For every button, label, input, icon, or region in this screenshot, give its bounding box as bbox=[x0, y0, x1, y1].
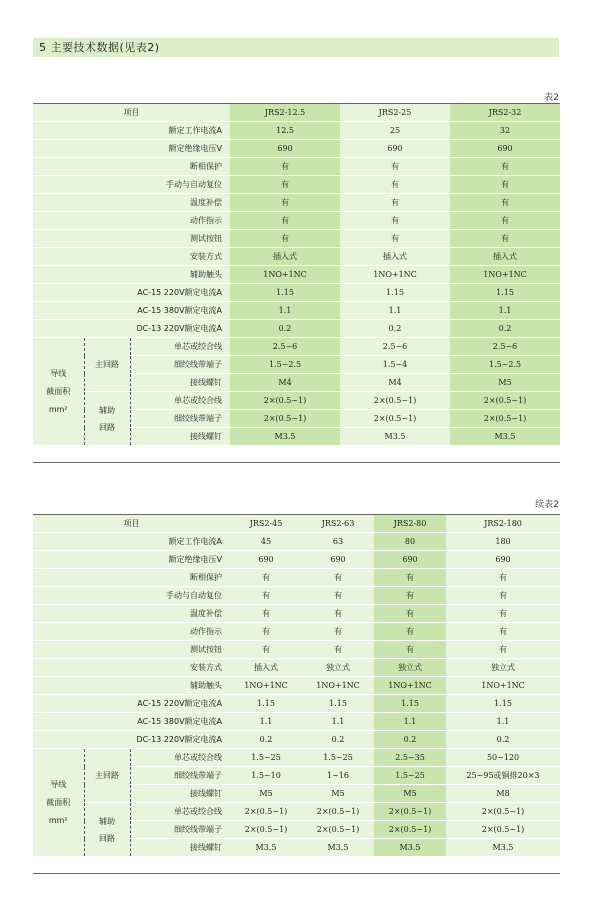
row-value: 有 bbox=[450, 158, 560, 176]
row-value: 有 bbox=[230, 176, 340, 194]
wire-row-value: 1.5~25 bbox=[302, 749, 374, 767]
wire-row-value: M3.5 bbox=[230, 428, 340, 446]
row-value: 1.15 bbox=[374, 695, 446, 713]
wire-row-value: 1~16 bbox=[302, 767, 374, 785]
row-value: 1NO+1NC bbox=[450, 266, 560, 284]
row-value: 有 bbox=[230, 641, 302, 659]
row-value: 有 bbox=[340, 212, 450, 230]
wire-row-value: 2.5~6 bbox=[340, 338, 450, 356]
wire-row-value: 2×(0.5~1) bbox=[374, 803, 446, 821]
wire-row-label: 细绞线带端子 bbox=[130, 410, 230, 428]
row-label: 动作指示 bbox=[33, 212, 230, 230]
row-value: 690 bbox=[230, 140, 340, 158]
row-value: 0.2 bbox=[450, 320, 560, 338]
column-header-item: 项目 bbox=[33, 104, 230, 122]
row-value: 1NO+1NC bbox=[340, 266, 450, 284]
row-label: 额定工作电流A bbox=[33, 533, 230, 551]
wire-row-value: 2×(0.5~1) bbox=[230, 803, 302, 821]
table-row bbox=[33, 659, 560, 677]
table-row bbox=[33, 194, 560, 212]
wire-row-value: 2×(0.5~1) bbox=[450, 410, 560, 428]
wire-row-value: 2.5~35 bbox=[374, 749, 446, 767]
row-value: 有 bbox=[340, 194, 450, 212]
wire-row-value: 2×(0.5~1) bbox=[302, 821, 374, 839]
row-value: 0.2 bbox=[230, 731, 302, 749]
row-value: 有 bbox=[230, 230, 340, 248]
wire-row-value: M3.5 bbox=[450, 428, 560, 446]
wire-row-value: 50~120 bbox=[446, 749, 560, 767]
main-circuit-label: 主回路 bbox=[84, 338, 130, 392]
wire-row-value: M5 bbox=[450, 374, 560, 392]
row-value: 有 bbox=[374, 641, 446, 659]
row-value: 0.2 bbox=[374, 731, 446, 749]
table-row bbox=[33, 533, 560, 551]
row-value: 有 bbox=[230, 623, 302, 641]
wire-row-value: M8 bbox=[446, 785, 560, 803]
row-value: 690 bbox=[340, 140, 450, 158]
row-value: 有 bbox=[374, 569, 446, 587]
row-value: 180 bbox=[446, 533, 560, 551]
row-value: 690 bbox=[230, 551, 302, 569]
table-row bbox=[33, 677, 560, 695]
row-value: 有 bbox=[446, 641, 560, 659]
aux-circuit-label bbox=[84, 803, 130, 857]
row-value: 25 bbox=[340, 122, 450, 140]
wire-row-value: M5 bbox=[302, 785, 374, 803]
row-label: 辅助触头 bbox=[33, 266, 230, 284]
wire-row-value: 2×(0.5~1) bbox=[230, 392, 340, 410]
aux-circuit-label bbox=[84, 392, 130, 446]
wire-row-value: 1.5~25 bbox=[374, 767, 446, 785]
main-circuit-label: 主回路 bbox=[84, 749, 130, 803]
table-row bbox=[33, 569, 560, 587]
table-row bbox=[33, 266, 560, 284]
row-value: 有 bbox=[230, 569, 302, 587]
row-value: 有 bbox=[446, 569, 560, 587]
row-value: 有 bbox=[230, 158, 340, 176]
group-label-line: mm² bbox=[48, 815, 68, 825]
group-label-line: mm² bbox=[48, 404, 68, 414]
row-value: 1NO+1NC bbox=[446, 677, 560, 695]
row-value: 独立式 bbox=[374, 659, 446, 677]
row-value: 1.1 bbox=[302, 713, 374, 731]
row-value: 690 bbox=[446, 551, 560, 569]
header-row bbox=[33, 515, 560, 533]
wire-row-label: 细绞线带端子 bbox=[130, 356, 230, 374]
wire-row-value: M4 bbox=[340, 374, 450, 392]
aux-label-line: 回路 bbox=[99, 422, 115, 432]
row-value: 独立式 bbox=[302, 659, 374, 677]
row-value: 1.1 bbox=[374, 713, 446, 731]
wire-row-value: 2×(0.5~1) bbox=[340, 392, 450, 410]
row-value: 有 bbox=[230, 194, 340, 212]
row-value: 1.15 bbox=[230, 284, 340, 302]
row-label: 断相保护 bbox=[33, 569, 230, 587]
wire-row bbox=[33, 749, 560, 767]
row-value: 1.1 bbox=[446, 713, 560, 731]
table1-caption: 表2 bbox=[544, 93, 559, 103]
table-row bbox=[33, 587, 560, 605]
header-row bbox=[33, 104, 560, 122]
wire-row-label: 单芯或绞合线 bbox=[130, 392, 230, 410]
row-value: 0.2 bbox=[340, 320, 450, 338]
table-row bbox=[33, 248, 560, 266]
wire-row-value: 1.5~2.5 bbox=[230, 356, 340, 374]
row-value: 有 bbox=[230, 212, 340, 230]
table-row bbox=[33, 551, 560, 569]
row-label: 额定工作电流A bbox=[33, 122, 230, 140]
wire-row-value: 1.5~10 bbox=[230, 767, 302, 785]
row-label: 手动与自动复位 bbox=[33, 176, 230, 194]
wire-row bbox=[33, 338, 560, 356]
row-value: 690 bbox=[302, 551, 374, 569]
row-label: 测试按钮 bbox=[33, 230, 230, 248]
row-value: 1.15 bbox=[230, 695, 302, 713]
table1-bottom-rule bbox=[33, 462, 560, 463]
row-value: 1.1 bbox=[230, 302, 340, 320]
wire-row-value: 2×(0.5~1) bbox=[302, 803, 374, 821]
row-value: 有 bbox=[302, 605, 374, 623]
row-value: 有 bbox=[302, 623, 374, 641]
row-value: 插入式 bbox=[450, 248, 560, 266]
table-row bbox=[33, 605, 560, 623]
row-value: 有 bbox=[374, 587, 446, 605]
table-row bbox=[33, 641, 560, 659]
table-row bbox=[33, 713, 560, 731]
row-value: 有 bbox=[302, 587, 374, 605]
wire-row-value: 2×(0.5~1) bbox=[230, 821, 302, 839]
row-label: AC-15 380V额定电流A bbox=[33, 302, 230, 320]
row-label: 温度补偿 bbox=[33, 605, 230, 623]
row-value: 12.5 bbox=[230, 122, 340, 140]
wire-row-value: M3.5 bbox=[302, 839, 374, 857]
table-row bbox=[33, 320, 560, 338]
row-label: DC-13 220V额定电流A bbox=[33, 320, 230, 338]
table-row bbox=[33, 212, 560, 230]
spec-table-1 bbox=[33, 104, 560, 446]
aux-label-line: 回路 bbox=[99, 833, 115, 843]
row-label: 额定绝缘电压V bbox=[33, 551, 230, 569]
row-value: 32 bbox=[450, 122, 560, 140]
section-title: 5 主要技术数据(见表2) bbox=[33, 38, 559, 57]
row-value: 有 bbox=[340, 158, 450, 176]
row-value: 690 bbox=[374, 551, 446, 569]
column-header-model: JRS2-32 bbox=[450, 104, 560, 122]
row-label: 安装方式 bbox=[33, 659, 230, 677]
wire-row-label: 接线螺钉 bbox=[130, 428, 230, 446]
wire-row-value: 2×(0.5~1) bbox=[230, 410, 340, 428]
row-label: AC-15 220V额定电流A bbox=[33, 284, 230, 302]
table2-caption: 续表2 bbox=[535, 500, 559, 510]
group-label-line: 导线 bbox=[50, 779, 67, 789]
wire-row-value: 1.5~25 bbox=[230, 749, 302, 767]
row-value: 独立式 bbox=[446, 659, 560, 677]
row-value: 0.2 bbox=[446, 731, 560, 749]
row-value: 有 bbox=[302, 641, 374, 659]
row-value: 有 bbox=[302, 569, 374, 587]
table-row bbox=[33, 623, 560, 641]
wire-row-label: 单芯或绞合线 bbox=[130, 749, 230, 767]
wire-row bbox=[33, 392, 560, 410]
wire-row-value: M3.5 bbox=[446, 839, 560, 857]
row-label: 额定绝缘电压V bbox=[33, 140, 230, 158]
wire-row-value: 1.5~2.5 bbox=[450, 356, 560, 374]
wire-row-value: 2×(0.5~1) bbox=[340, 410, 450, 428]
table-row bbox=[33, 230, 560, 248]
wire-row-label: 接线螺钉 bbox=[130, 785, 230, 803]
wire-row-value: M5 bbox=[374, 785, 446, 803]
row-value: 63 bbox=[302, 533, 374, 551]
row-value: 有 bbox=[446, 623, 560, 641]
row-label: 温度补偿 bbox=[33, 194, 230, 212]
row-label: 辅助触头 bbox=[33, 677, 230, 695]
row-value: 插入式 bbox=[230, 659, 302, 677]
wire-row-value: 2×(0.5~1) bbox=[374, 821, 446, 839]
column-header-item: 项目 bbox=[33, 515, 230, 533]
wire-row-value: M3.5 bbox=[340, 428, 450, 446]
row-value: 1.15 bbox=[446, 695, 560, 713]
row-label: AC-15 220V额定电流A bbox=[33, 695, 230, 713]
wire-row-label: 单芯或绞合线 bbox=[130, 803, 230, 821]
spec-table-2 bbox=[33, 515, 560, 857]
wire-row-value: M4 bbox=[230, 374, 340, 392]
row-label: AC-15 380V额定电流A bbox=[33, 713, 230, 731]
row-value: 1.15 bbox=[302, 695, 374, 713]
column-header-model: JRS2-25 bbox=[340, 104, 450, 122]
wire-row-value: 2×(0.5~1) bbox=[446, 821, 560, 839]
row-value: 有 bbox=[230, 605, 302, 623]
wire-section-group-label bbox=[33, 749, 84, 857]
group-label-line: 截面积 bbox=[46, 386, 71, 396]
row-value: 1.15 bbox=[450, 284, 560, 302]
wire-row-value: 2.5~6 bbox=[450, 338, 560, 356]
table-row bbox=[33, 695, 560, 713]
wire-row-value: M3.5 bbox=[374, 839, 446, 857]
row-label: 断相保护 bbox=[33, 158, 230, 176]
column-header-model: JRS2-45 bbox=[230, 515, 302, 533]
group-label-line: 导线 bbox=[50, 368, 67, 378]
row-value: 1NO+1NC bbox=[302, 677, 374, 695]
row-value: 0.2 bbox=[302, 731, 374, 749]
group-label-line: 截面积 bbox=[46, 797, 71, 807]
row-label: 手动与自动复位 bbox=[33, 587, 230, 605]
wire-row-value: 2.5~6 bbox=[230, 338, 340, 356]
row-value: 1.1 bbox=[340, 302, 450, 320]
row-value: 45 bbox=[230, 533, 302, 551]
wire-row-value: 2×(0.5~1) bbox=[446, 803, 560, 821]
wire-row bbox=[33, 803, 560, 821]
wire-row-value: 1.5~4 bbox=[340, 356, 450, 374]
row-value: 有 bbox=[450, 212, 560, 230]
wire-row-value: 2×(0.5~1) bbox=[450, 392, 560, 410]
table-row bbox=[33, 302, 560, 320]
row-value: 有 bbox=[450, 230, 560, 248]
wire-row-label: 单芯或绞合线 bbox=[130, 338, 230, 356]
aux-label-line: 辅助 bbox=[99, 405, 115, 415]
column-header-model: JRS2-63 bbox=[302, 515, 374, 533]
column-header-model: JRS2-12.5 bbox=[230, 104, 340, 122]
row-value: 1.1 bbox=[450, 302, 560, 320]
aux-label-line: 辅助 bbox=[99, 816, 115, 826]
row-value: 1.15 bbox=[340, 284, 450, 302]
row-value: 有 bbox=[340, 176, 450, 194]
row-value: 有 bbox=[374, 605, 446, 623]
table-row bbox=[33, 158, 560, 176]
row-value: 1NO+1NC bbox=[230, 266, 340, 284]
row-value: 有 bbox=[446, 605, 560, 623]
row-value: 1NO+1NC bbox=[374, 677, 446, 695]
row-value: 1NO+1NC bbox=[230, 677, 302, 695]
wire-row-value: M3.5 bbox=[230, 839, 302, 857]
wire-row-label: 接线螺钉 bbox=[130, 839, 230, 857]
row-value: 有 bbox=[446, 587, 560, 605]
row-value: 690 bbox=[450, 140, 560, 158]
row-label: 安装方式 bbox=[33, 248, 230, 266]
row-value: 有 bbox=[374, 623, 446, 641]
row-value: 插入式 bbox=[230, 248, 340, 266]
wire-row-label: 细绞线带端子 bbox=[130, 821, 230, 839]
row-value: 有 bbox=[230, 587, 302, 605]
column-header-model: JRS2-180 bbox=[446, 515, 560, 533]
column-header-model: JRS2-80 bbox=[374, 515, 446, 533]
wire-row-value: 25~95或铜排20×3 bbox=[446, 767, 560, 785]
table-row bbox=[33, 284, 560, 302]
table-row bbox=[33, 176, 560, 194]
wire-row-value: M5 bbox=[230, 785, 302, 803]
table-row bbox=[33, 122, 560, 140]
row-value: 有 bbox=[450, 194, 560, 212]
row-value: 80 bbox=[374, 533, 446, 551]
row-label: 测试按钮 bbox=[33, 641, 230, 659]
row-value: 有 bbox=[450, 176, 560, 194]
row-value: 插入式 bbox=[340, 248, 450, 266]
row-label: DC-13 220V额定电流A bbox=[33, 731, 230, 749]
wire-row-label: 细绞线带端子 bbox=[130, 767, 230, 785]
wire-row-label: 接线螺钉 bbox=[130, 374, 230, 392]
row-value: 0.2 bbox=[230, 320, 340, 338]
row-value: 有 bbox=[340, 230, 450, 248]
wire-section-group-label bbox=[33, 338, 84, 446]
row-label: 动作指示 bbox=[33, 623, 230, 641]
table-row bbox=[33, 731, 560, 749]
table2-bottom-rule bbox=[33, 873, 560, 874]
row-value: 1.1 bbox=[230, 713, 302, 731]
table-row bbox=[33, 140, 560, 158]
